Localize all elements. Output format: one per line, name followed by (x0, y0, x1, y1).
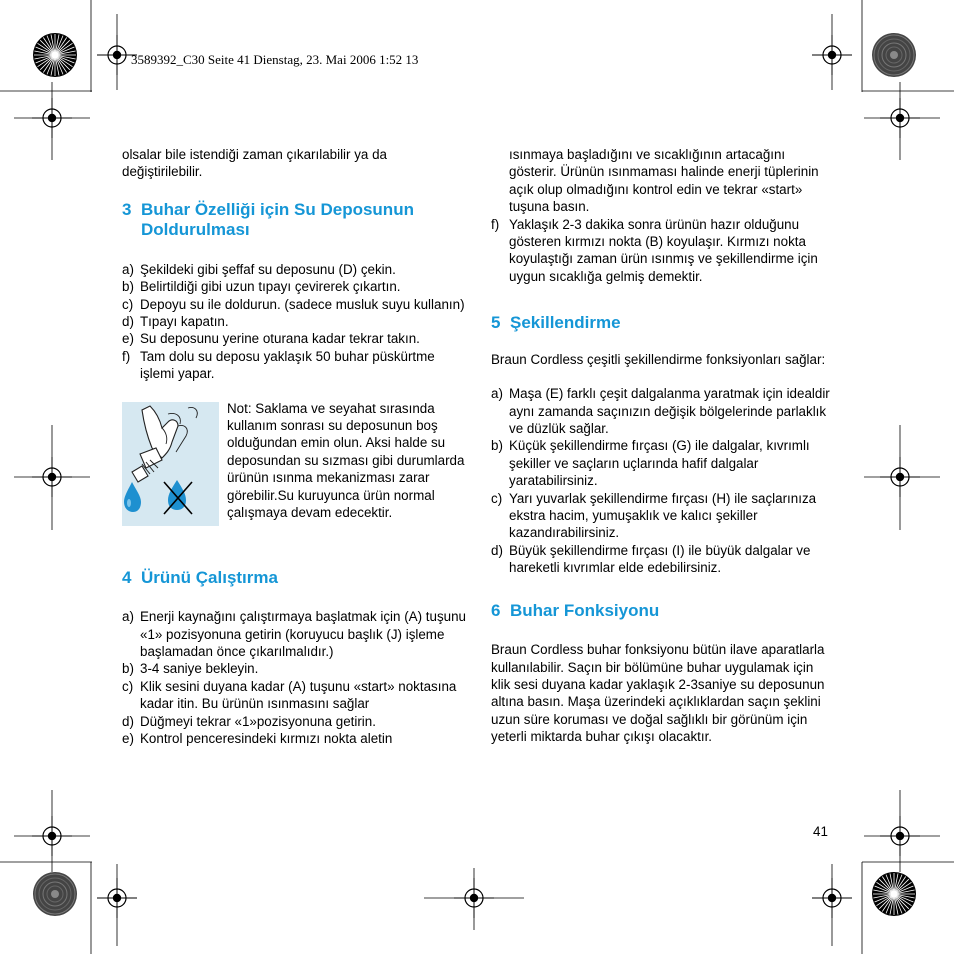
list-item: b) 3-4 saniye bekleyin. (122, 661, 259, 677)
list-item: c) Yarı yuvarlak şekillendirme fırçası (H) ile saçlarınıza ekstra hacim, yumuşaklık ve kalıcı şekiller kazandırabilirsiniz. (491, 490, 817, 541)
continued-text: ısınmaya başladığını ve sıcaklığının artacağını gösterir. Ürünün ısınmaması halinde enerji tüplerinin açık olup olmadığını kontrol edin ve tekrar «start» tuşuna basın. (509, 147, 819, 215)
list-item: c) Depoyu su ile doldurun. (sadece musluk suyu kullanın) (122, 296, 465, 312)
list-item: b) Küçük şekillendirme fırçası (G) ile dalgalar, kıvrımlı şekiller ve saçların uçlarında hafif dalgalar yaratabilirsiniz. (491, 438, 810, 489)
water-tank-illustration (122, 402, 219, 526)
section-5-number: 5 (491, 313, 501, 333)
section-6-title: Buhar Fonksiyonu (510, 600, 660, 620)
list-item: f) Tam dolu su deposu yaklaşık 50 buhar püskürtme işlemi yapar. (122, 348, 435, 382)
list-item: d) Düğmeyi tekrar «1»pozisyonuna getirin. (122, 713, 376, 729)
list-item: c) Klik sesini duyana kadar (A) tuşunu «start» noktasına kadar itin. Bu ürünün ısınmasını sağlar (122, 678, 457, 712)
list-item: d) Tıpayı kapatın. (122, 314, 229, 330)
section-4-title: Ürünü Çalıştırma (141, 567, 278, 587)
print-slug: 3589392_C30 Seite 41 Dienstag, 23. Mai 2006 1:52 13 (131, 52, 419, 67)
page-number: 41 (813, 824, 828, 839)
section-6-body: Braun Cordless buhar fonksiyonu bütün ilave aparatlarla kullanılabilir. Saçın bir bölümüne buhar uygulamak için klik sesi duyana kadar yaklaşık 2-3saniye su deposunun altına basın. Maşa üzerindeki açıklıklardan saçın şeklini uzun süre koruması ve doğal sağlıklı bir görünüm için yeterli miktarda buhar çıkışı olacaktır. (491, 642, 825, 745)
section-3-heading (122, 200, 467, 241)
section-4-number: 4 (122, 567, 132, 587)
intro-paragraph: olsalar bile istendiği zaman çıkarılabilir ya da değiştirilebilir. (122, 147, 387, 180)
list-item: b) Belirtildiği gibi uzun tıpayı çevirerek çıkartın. (122, 279, 401, 295)
note-text: Not: Saklama ve seyahat sırasında kullanım sonrası su deposunun boş olduğundan emin olun. Aksi halde su deposundan su sızması gibi durumlarda ürünün ısınma mekanizması zarar görebilir.Su kuruyunca ürün normal çalışmaya devam edecektir. (227, 400, 465, 521)
section-6-heading (491, 601, 836, 622)
section-3-title: Buhar Özelliği için Su Deposunun Doldurulması (141, 199, 414, 240)
section-5-intro: Braun Cordless çeşitli şekillendirme fonksiyonları sağlar: (491, 351, 826, 367)
section-5-items (491, 385, 836, 576)
list-item: f) Yaklaşık 2-3 dakika sonra ürünün hazır olduğunu gösteren kırmızı nokta (B) koyulaşır. Kırmızı nokta koyulaştığı zaman ürün ısınmış ve şekillendirme için uygun sıcaklığa gelmiş demektir. (491, 216, 818, 284)
section-6-number: 6 (491, 600, 501, 620)
list-item (491, 146, 836, 216)
list-item: e) Su deposunu yerine oturana kadar tekrar takın. (122, 331, 420, 347)
storage-note (122, 400, 467, 526)
list-item: d) Büyük şekillendirme fırçası (I) ile büyük dalgalar ve hareketli kıvrımlar elde edebilirsiniz. (491, 542, 811, 576)
section-3-steps (122, 261, 467, 383)
section-4-steps (122, 608, 467, 747)
section-5-title: Şekillendirme (510, 313, 621, 333)
list-item: a) Şekildeki gibi şeffaf su deposunu (D) çekin. (122, 261, 396, 277)
list-item: a) Enerji kaynağını çalıştırmaya başlatmak için (A) tuşunu «1» pozisyonuna getirin (koruyucu başlık (J) işleme başlamadan önce çıkarılmalıdır.) (122, 609, 466, 659)
section-5-heading (491, 313, 836, 334)
list-item: a) Maşa (E) farklı çeşit dalgalanma yaratmak için idealdir aynı zamanda saçınızın değişik bölgelerinde parlaklık ve düzlük sağlar. (491, 386, 830, 436)
section-4-continued (491, 146, 836, 285)
section-3-number: 3 (122, 199, 132, 219)
right-column (491, 146, 836, 746)
left-column (122, 146, 467, 747)
list-item: e) Kontrol penceresindeki kırmızı nokta aletin (122, 731, 393, 746)
section-4-heading (122, 568, 467, 589)
